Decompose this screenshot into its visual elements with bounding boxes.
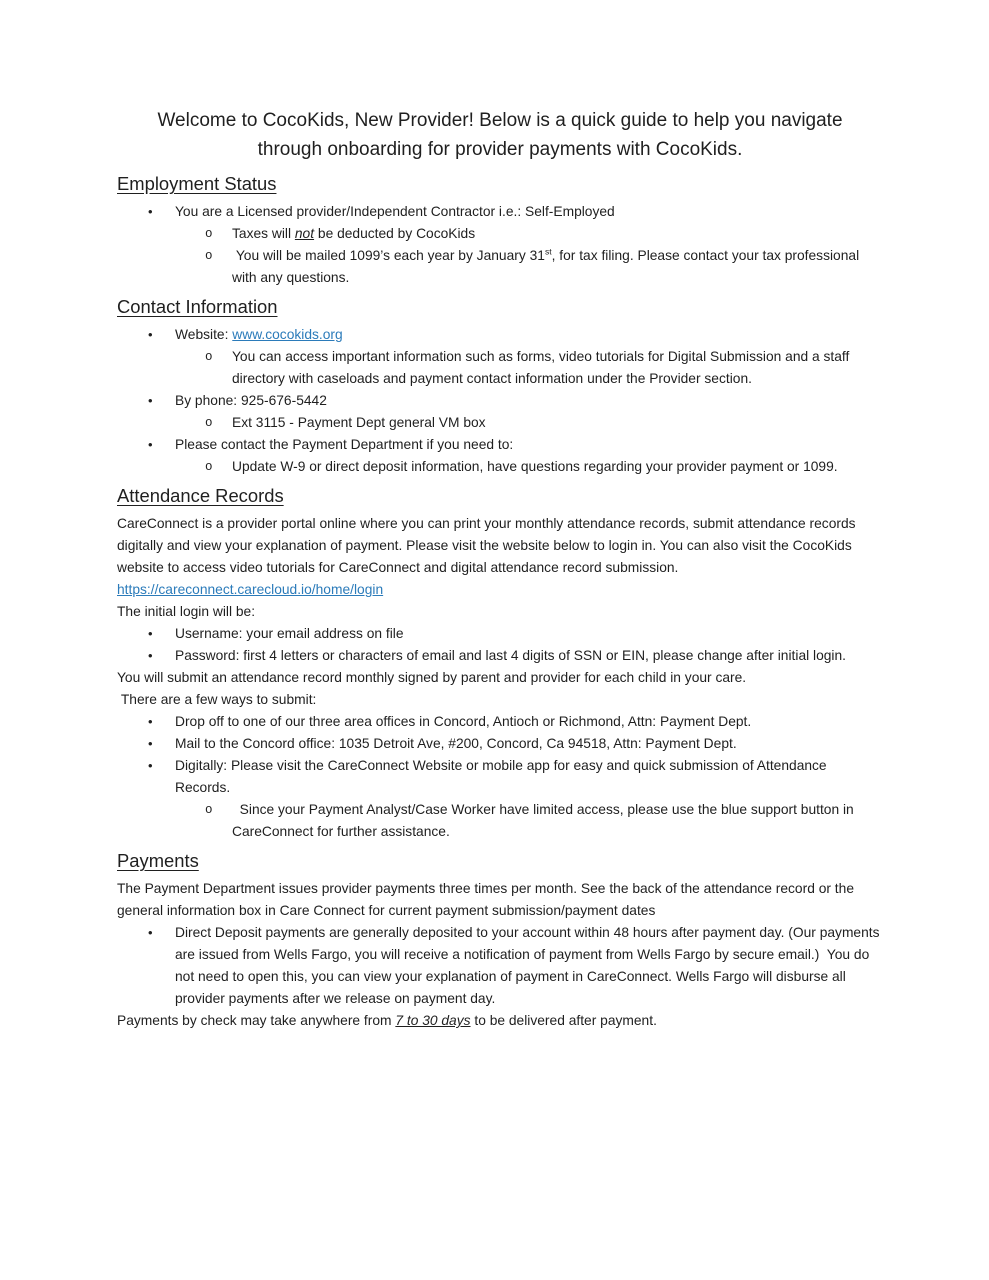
bullet-marker: o bbox=[205, 803, 213, 817]
sub-bullet-item bbox=[117, 346, 883, 390]
bullet-marker: • bbox=[148, 736, 153, 751]
bullet-item bbox=[117, 623, 883, 645]
document-title-line: through onboarding for provider payments with CocoKids. bbox=[257, 139, 743, 160]
bullet-text: Mail to the Concord office: 1035 Detroit Ave, #200, Concord, Ca 94518, Attn: Payment Dept. bbox=[175, 736, 737, 751]
hyperlink[interactable]: www.cocokids.org bbox=[232, 327, 343, 342]
bullet-item bbox=[117, 434, 883, 456]
hyperlink[interactable]: https://careconnect.carecloud.io/home/login bbox=[117, 582, 384, 597]
bullet-item bbox=[117, 711, 883, 733]
bullet-marker: • bbox=[148, 327, 153, 342]
bullet-text: Password: first 4 letters or characters of email and last 4 digits of SSN or EIN, please change after initial login. bbox=[175, 648, 846, 663]
bullet-marker: • bbox=[148, 204, 153, 219]
bullet-marker: • bbox=[148, 437, 153, 452]
paragraph bbox=[117, 579, 883, 601]
bullet-marker: o bbox=[205, 416, 213, 430]
bullet-marker: • bbox=[148, 758, 153, 773]
bullet-item bbox=[117, 645, 883, 667]
bullet-item bbox=[117, 733, 883, 755]
bullet-marker: o bbox=[205, 227, 213, 241]
document-body bbox=[117, 171, 883, 1032]
bullet-marker: • bbox=[148, 393, 153, 408]
bullet-marker: o bbox=[205, 249, 213, 263]
bullet-item bbox=[117, 922, 883, 1010]
bullet-marker: o bbox=[205, 460, 213, 474]
bullet-text: By phone: 925-676-5442 bbox=[175, 393, 327, 408]
paragraph: The initial login will be: bbox=[117, 604, 256, 619]
bullet-text: Direct Deposit payments are generally deposited to your account within 48 hours after payment day. (Our payments are issued from Wells Fargo, you will receive a notification of payment from Wells Fargo by secure email.) You do not need to open this, you can view your explanation of payment in CareConnect. Wells Fargo will disburse all provider payments after we release on payment day. bbox=[175, 925, 884, 1006]
section-heading: Payments bbox=[117, 850, 199, 871]
bullet-text: Taxes will not be deducted by CocoKids bbox=[232, 226, 476, 241]
bullet-item bbox=[117, 324, 883, 346]
bullet-marker: • bbox=[148, 626, 153, 641]
sub-bullet-item bbox=[117, 245, 883, 289]
bullet-text: You will be mailed 1099’s each year by January 31st, for tax filing. Please contact your tax professional with any questions. bbox=[232, 246, 863, 285]
sub-bullet-item bbox=[117, 223, 883, 245]
emphasized-text: 7 to 30 days bbox=[395, 1013, 471, 1028]
bullet-text: Drop off to one of our three area offices in Concord, Antioch or Richmond, Attn: Payment Dept. bbox=[175, 714, 752, 729]
section-heading: Attendance Records bbox=[117, 485, 284, 506]
emphasized-text: not bbox=[294, 226, 315, 241]
bullet-text: Please contact the Payment Department if you need to: bbox=[175, 437, 514, 452]
bullet-text: Digitally: Please visit the CareConnect Website or mobile app for easy and quick submission of Attendance Records. bbox=[175, 758, 831, 795]
document-title bbox=[117, 106, 883, 164]
superscript-text: st bbox=[544, 246, 552, 257]
bullet-marker: • bbox=[148, 714, 153, 729]
bullet-text: Update W-9 or direct deposit information, have questions regarding your provider payment or 1099. bbox=[232, 459, 838, 474]
document-title-line: Welcome to CocoKids, New Provider! Below is a quick guide to help you navigate bbox=[157, 110, 843, 131]
sub-bullet-item bbox=[117, 799, 883, 843]
section-heading: Employment Status bbox=[117, 173, 277, 194]
sub-bullet-item bbox=[117, 456, 883, 478]
paragraph: There are a few ways to submit: bbox=[117, 692, 317, 707]
sub-bullet-item bbox=[117, 412, 883, 434]
paragraph: The Payment Department issues provider payments three times per month. See the back of the attendance record or the general information box in Care Connect for current payment submission/payment dates bbox=[117, 881, 858, 918]
paragraph: You will submit an attendance record monthly signed by parent and provider for each child in your care. bbox=[117, 670, 747, 685]
bullet-item bbox=[117, 390, 883, 412]
bullet-text: Since your Payment Analyst/Case Worker have limited access, please use the blue support button in CareConnect for further assistance. bbox=[232, 802, 858, 839]
bullet-text: Website: www.cocokids.org bbox=[175, 327, 343, 342]
bullet-marker: • bbox=[148, 925, 153, 940]
bullet-text: Ext 3115 - Payment Dept general VM box bbox=[232, 415, 486, 430]
paragraph: Payments by check may take anywhere from 7 to 30 days to be delivered after payment. bbox=[117, 1013, 657, 1028]
bullet-item bbox=[117, 201, 883, 223]
paragraph: CareConnect is a provider portal online where you can print your monthly attendance records, submit attendance records digitally and view your explanation of payment. Please visit the website below to login in. You can also visit the CocoKids website to access video tutorials for CareConnect and digital attendance record submission. bbox=[117, 516, 860, 575]
bullet-text: You are a Licensed provider/Independent Contractor i.e.: Self-Employed bbox=[175, 204, 615, 219]
bullet-marker: • bbox=[148, 648, 153, 663]
bullet-marker: o bbox=[205, 350, 213, 364]
bullet-item bbox=[117, 755, 883, 799]
bullet-text: You can access important information such as forms, video tutorials for Digital Submission and a staff directory with caseloads and payment contact information under the Provider section. bbox=[232, 349, 854, 386]
section-heading: Contact Information bbox=[117, 296, 278, 317]
bullet-text: Username: your email address on file bbox=[175, 626, 404, 641]
